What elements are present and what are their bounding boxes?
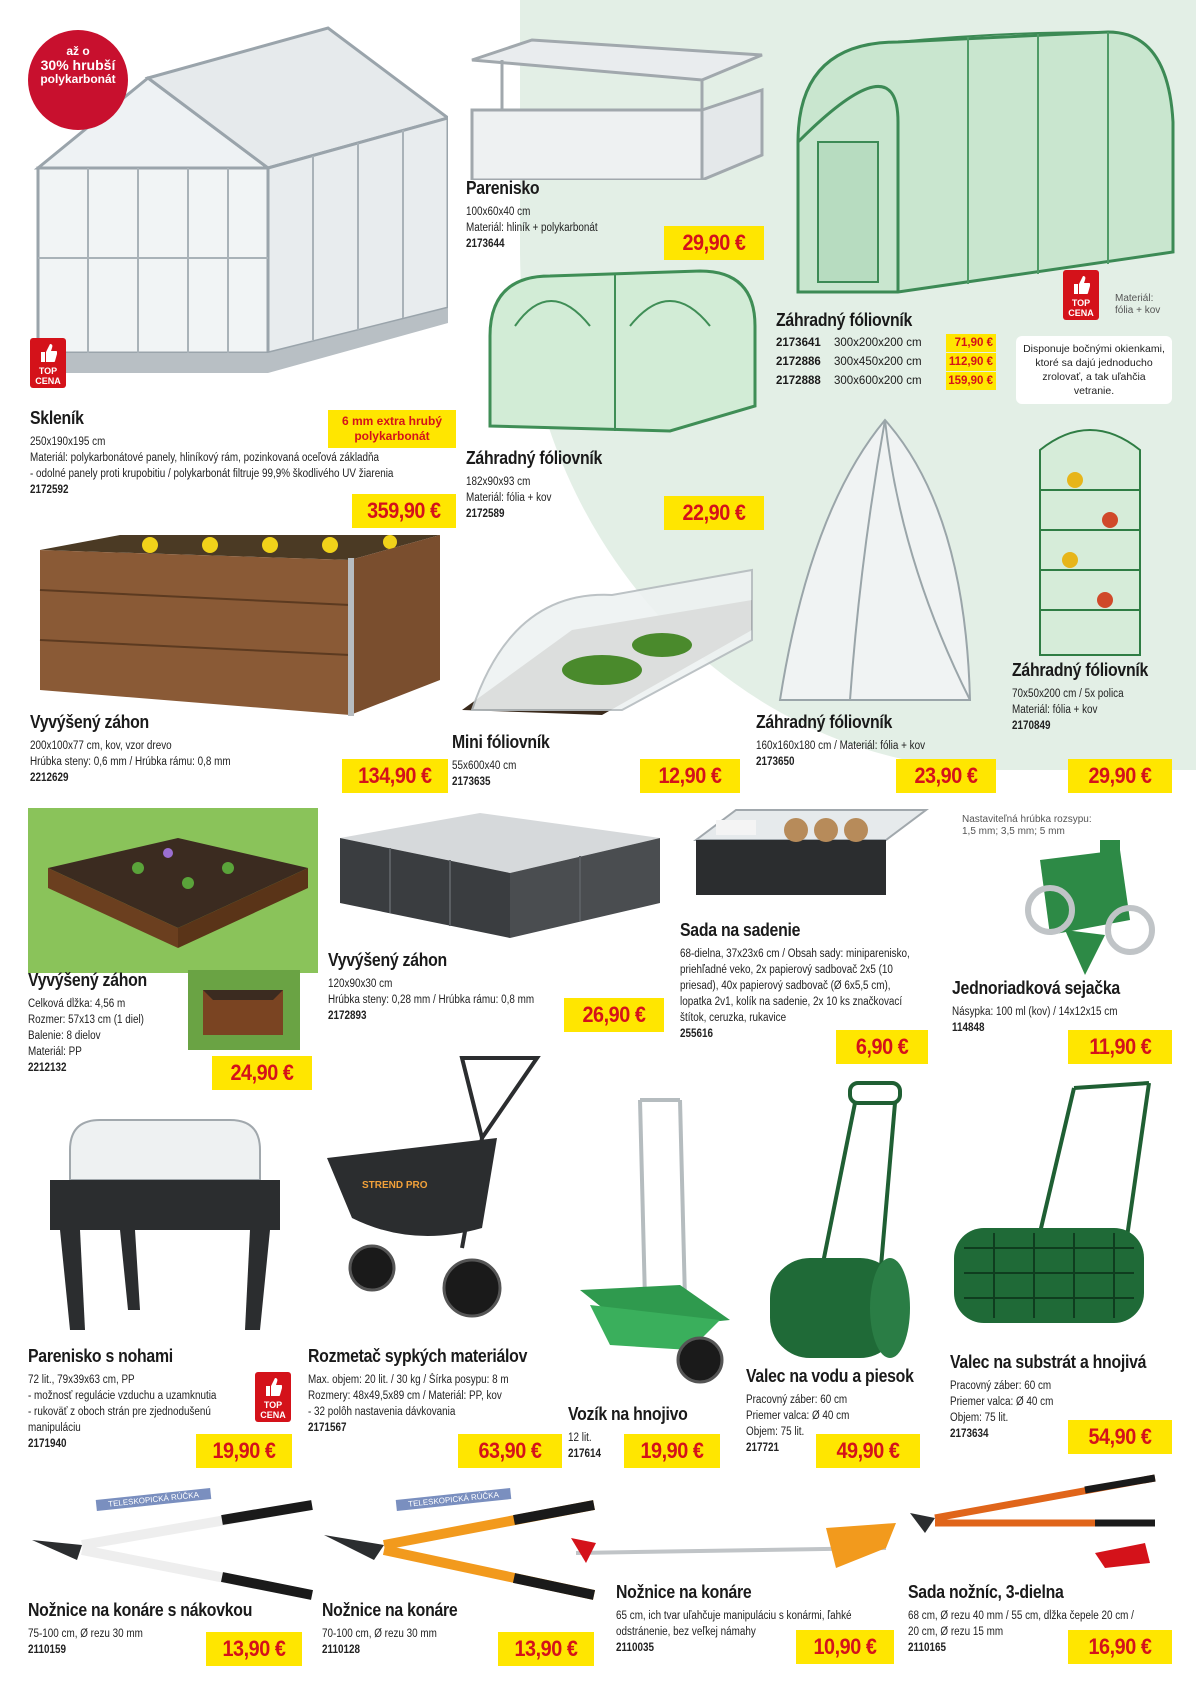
variant-row: 2172886 300x450x200 cm 112,90 € [776,353,996,372]
spread-note: Nastaviteľná hrúbka rozsypu: 1,5 mm; 3,5 mm; 5 mm [962,814,1092,837]
product-title: Nožnice na konáre s nákovkou [28,1600,253,1620]
product-title: Vyvýšený záhon [328,950,447,970]
product-title: Skleník [30,408,84,428]
tunnel-greenhouse-image [788,22,1178,302]
price-tag: 13,90 € [206,1632,302,1666]
pruner-set-image [905,1468,1170,1578]
product-specs: 120x90x30 cm Hrúbka steny: 0,28 mm / Hrúbka rámu: 0,8 mm 2172893 [328,978,535,1022]
bypass-lopper-image [314,1490,604,1600]
long-reach-pruner-image [566,1508,906,1578]
price-tag: 22,90 € [664,496,764,530]
thumbs-up-icon [39,343,57,363]
product-title: Záhradný fóliovník [1012,660,1149,680]
small-greenhouse-image [470,266,760,436]
product-title: Sada na sadenie [680,920,801,940]
water-roller-image [760,1078,920,1378]
elevated-cold-frame-image [40,1100,290,1340]
product-title: Mini fóliovník [452,732,550,752]
product-specs: 68-dielna, 37x23x6 cm / Obsah sady: miniparenisko, priehľadné veko, 2x papierový sadbovač 2x5 (10 priesad), 40x papierový sadbovač (Ø 6x5,5 cm), lopatka 2v1, kolík na sadenie, 2x 10 ks značkovací štítok, ceruzka, rukavice 255616 [680,948,910,1040]
price-tag: 359,90 € [352,494,456,528]
price-tag: 54,90 € [1068,1420,1172,1454]
price-tag: 29,90 € [1068,759,1172,793]
price-tag: 13,90 € [498,1632,594,1666]
feature-info-box: Disponuje bočnými okienkami, ktoré sa dajú jednoducho zrolovať, a tak uľahčia vetranie. [1016,336,1172,404]
anvil-lopper-image [22,1490,322,1600]
price-tag: 49,90 € [816,1434,920,1468]
product-specs: 55x600x40 cm 2173635 [452,760,517,788]
product-specs: 75-100 cm, Ø rezu 30 mm 2110159 [28,1628,143,1656]
product-specs: 200x100x77 cm, kov, vzor drevo Hrúbka steny: 0,6 mm / Hrúbka rámu: 0,8 mm 2212629 [30,740,231,784]
product-specs: 182x90x93 cm Materiál: fólia + kov 2172589 [466,476,552,520]
price-tag: 10,90 € [796,1630,894,1664]
product-title: Vyvýšený záhon [28,970,147,990]
price-tag: 12,90 € [640,759,740,793]
raised-bed-wood-image [30,530,440,720]
material-note: Materiál: fólia + kov [1115,293,1161,316]
product-specs: 68 cm, Ø rezu 40 mm / 55 cm, dĺžka čepele 20 cm / 20 cm, Ø rezu 15 mm 2110165 [908,1610,1134,1654]
spreader-image [322,1048,542,1338]
raised-bed-garden-image [28,808,318,973]
product-title: Záhradný fóliovník [756,712,893,732]
product-specs: 72 lit., 79x39x63 cm, PP - možnosť regulácie vzduchu a uzamknutia - rukoväť z oboch strán pre zjednodušenú manipuláciu 2171940 [28,1374,217,1450]
telescopic-label: TELESKOPICKÁ RÚČKA [96,1488,212,1511]
variant-row: 2172888 300x600x200 cm 159,90 € [776,372,996,391]
variant-row: 2173641 300x200x200 cm 71,90 € [776,334,996,353]
product-specs: 12 lit. 217614 [568,1432,602,1460]
price-tag: 24,90 € [212,1056,312,1090]
raised-bed-small-image [188,970,300,1050]
product-specs: 100x60x40 cm Materiál: hliník + polykarbonát 2173644 [466,206,598,250]
product-specs: 65 cm, ich tvar uľahčuje manipuláciu s konármi, ľahké odstránenie, bez veľkej námahy 2110035 [616,1610,852,1654]
thickness-note: 6 mm extra hrubý polykarbonát [328,410,456,448]
product-specs: Násypka: 100 ml (kov) / 14x12x15 cm 114848 [952,1006,1118,1034]
tent-greenhouse-image [770,410,1000,710]
product-title: Valec na vodu a piesok [746,1366,914,1386]
price-tag: 23,90 € [896,759,996,793]
product-specs: Max. objem: 20 lit. / 30 kg / Šírka posypu: 8 m Rozmery: 48x49,5x89 cm / Materiál: PP, kov - 32 polôh nastavenia dávkovania 2171567 [308,1374,509,1434]
product-title: Jednoriadková sejačka [952,978,1120,998]
fertilizer-cart-image [570,1090,730,1390]
product-specs: 250x190x195 cm Materiál: polykarbonátové panely, hliníkový rám, pozinkovaná oceľová základňa - odolné panely proti krupobitiu / polykarbonát filtruje 99,9% škodlivého UV žiarenia 2172592 [30,436,394,496]
shelf-greenhouse-image [1030,410,1150,660]
product-title: Valec na substrát a hnojivá [950,1352,1147,1372]
thumbs-up-icon [264,1377,282,1397]
product-specs: Celková dĺžka: 4,56 m Rozmer: 57x13 cm (1 diel) Balenie: 8 dielov Materiál: PP 2212132 [28,998,144,1074]
product-title: Nožnice na konáre [322,1600,458,1620]
mini-tunnel-image [452,550,762,720]
price-tag: 29,90 € [664,226,764,260]
top-cena-badge: TOP CENA [30,338,66,388]
top-cena-badge: TOP CENA [1063,270,1099,320]
compost-roller-image [944,1078,1169,1338]
price-tag: 19,90 € [196,1434,292,1468]
seeder-image [1010,840,1160,980]
product-specs: 70x50x200 cm / 5x polica Materiál: fólia + kov 2170849 [1012,688,1124,732]
price-tag: 6,90 € [836,1030,928,1064]
telescopic-label: TELESKOPICKÁ RÚČKA [396,1488,512,1511]
price-tag: 19,90 € [624,1434,720,1468]
product-title: Vozík na hnojivo [568,1404,688,1424]
price-tag: 26,90 € [564,998,664,1032]
top-cena-badge: TOP CENA [255,1372,291,1422]
product-title: Rozmetač sypkých materiálov [308,1346,528,1366]
product-title: Záhradný fóliovník [466,448,603,468]
product-specs: Pracovný záber: 60 cm Priemer valca: Ø 40 cm Objem: 75 lit. 217721 [746,1394,850,1454]
product-title: Nožnice na konáre [616,1582,752,1602]
product-specs: Pracovný záber: 60 cm Priemer valca: Ø 40 cm Objem: 75 lit. 2173634 [950,1380,1054,1440]
variant-table [776,334,996,391]
thumbs-up-icon [1072,275,1090,295]
cold-frame-image [462,30,772,180]
product-specs: 160x160x180 cm / Materiál: fólia + kov 2173650 [756,740,926,768]
polycarbonate-badge: až o 30% hrubší polykarbonát [28,30,128,130]
product-title: Vyvýšený záhon [30,712,149,732]
product-title: Záhradný fóliovník [776,310,913,330]
price-tag: 16,90 € [1068,1630,1172,1664]
brand-logo: STREND PRO [362,1180,428,1191]
price-tag: 63,90 € [458,1434,562,1468]
price-tag: 11,90 € [1068,1030,1172,1064]
price-tag: 134,90 € [342,759,448,793]
raised-bed-metal-image [330,808,660,943]
product-specs: 70-100 cm, Ø rezu 30 mm 2110128 [322,1628,437,1656]
product-title: Parenisko s nohami [28,1346,173,1366]
product-title: Sada nožníc, 3-dielna [908,1582,1064,1602]
product-title: Parenisko [466,178,540,198]
planting-set-image [676,800,936,910]
